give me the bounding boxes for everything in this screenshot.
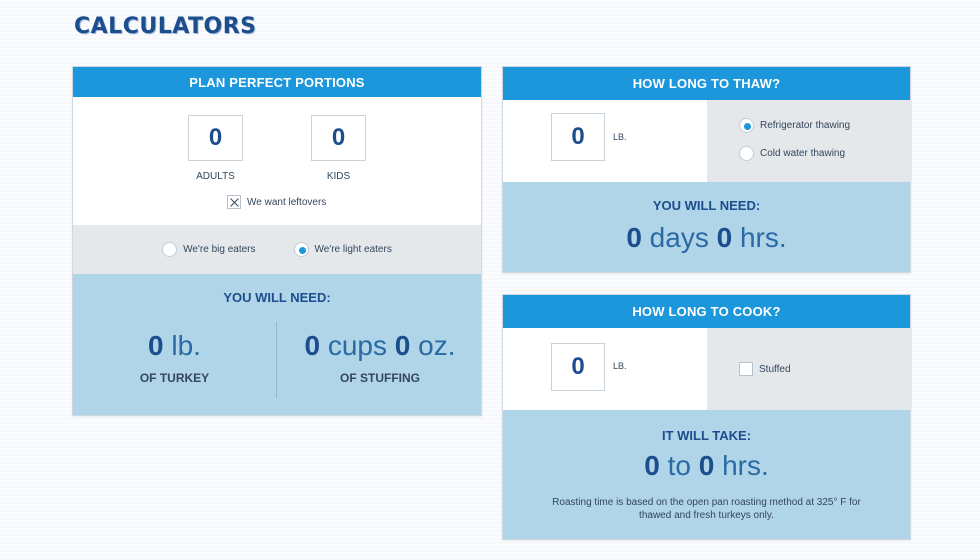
thaw-days-value: 0 xyxy=(626,222,642,253)
stuffing-label: OF STUFFING xyxy=(340,371,420,385)
leftovers-checkbox[interactable] xyxy=(227,195,241,209)
stuffed-checkbox[interactable] xyxy=(739,362,753,376)
stuffing-oz-value: 0 xyxy=(394,330,411,361)
turkey-result xyxy=(73,330,276,362)
turkey-label: OF TURKEY xyxy=(139,371,210,385)
cook-header: HOW LONG TO COOK? xyxy=(503,295,910,328)
portions-header: PLAN PERFECT PORTIONS xyxy=(73,67,481,97)
thaw-duration xyxy=(503,222,910,254)
turkey-unit: lb. xyxy=(163,330,201,361)
cook-card xyxy=(502,294,911,540)
cook-hrs-unit: hrs. xyxy=(714,450,769,481)
thaw-header: HOW LONG TO THAW? xyxy=(503,67,910,100)
portions-need-title: YOU WILL NEED: xyxy=(223,290,331,305)
cook-inputs xyxy=(503,328,910,410)
portions-result xyxy=(73,274,481,415)
cook-to-value: 0 xyxy=(698,450,715,481)
cook-take-title: IT WILL TAKE: xyxy=(661,428,752,443)
thaw-card xyxy=(502,66,911,273)
adults-input[interactable]: 0 xyxy=(188,115,243,161)
cook-weight-unit: LB. xyxy=(613,361,627,371)
refrigerator-radio[interactable] xyxy=(739,118,754,133)
thaw-inputs xyxy=(503,100,910,182)
light-eaters-radio[interactable] xyxy=(294,242,309,257)
stuffed-option[interactable] xyxy=(739,362,791,376)
refrigerator-option[interactable] xyxy=(739,118,850,133)
big-eaters-label: We're big eaters xyxy=(183,244,256,255)
thaw-hrs-unit: hrs. xyxy=(732,222,787,253)
big-eaters-radio[interactable] xyxy=(162,242,177,257)
thaw-weight-unit: LB. xyxy=(613,132,627,142)
cook-to-word: to xyxy=(659,450,699,481)
thaw-hrs-value: 0 xyxy=(716,222,733,253)
thaw-weight-area xyxy=(503,100,707,182)
kids-input[interactable]: 0 xyxy=(311,115,366,161)
cook-options-area xyxy=(707,328,912,410)
thaw-method-area xyxy=(707,100,912,182)
cold-water-label: Cold water thawing xyxy=(760,148,846,159)
eaters-options xyxy=(73,225,481,274)
thaw-weight-input[interactable]: 0 xyxy=(551,113,605,161)
stuffing-oz-unit: oz. xyxy=(410,330,456,361)
cold-water-option[interactable] xyxy=(739,146,845,161)
thaw-need-title: YOU WILL NEED: xyxy=(652,198,761,213)
refrigerator-label: Refrigerator thawing xyxy=(760,120,851,131)
cook-note-line2: thawed and fresh turkeys only. xyxy=(639,510,774,521)
cook-from-value: 0 xyxy=(644,450,660,481)
cook-note-line1: Roasting time is based on the open pan roasting method at 325° F for xyxy=(552,497,861,508)
cold-water-radio[interactable] xyxy=(739,146,754,161)
thaw-days-unit: days xyxy=(641,222,717,253)
cook-weight-area xyxy=(503,328,707,410)
leftovers-label: We want leftovers xyxy=(247,196,327,208)
light-eaters-option[interactable] xyxy=(294,242,392,257)
stuffing-result xyxy=(277,330,483,362)
cook-duration xyxy=(503,450,910,482)
big-eaters-option[interactable] xyxy=(162,242,255,257)
cook-note xyxy=(503,496,910,522)
light-eaters-label: We're light eaters xyxy=(314,244,392,255)
page-title: CALCULATORS xyxy=(74,14,257,39)
portions-inputs xyxy=(73,97,481,225)
cook-result xyxy=(503,410,910,539)
stuffing-cups-unit: cups xyxy=(320,330,395,361)
stuffed-label: Stuffed xyxy=(759,363,791,375)
leftovers-option[interactable] xyxy=(227,195,326,209)
portions-card xyxy=(72,66,482,416)
kids-label: KIDS xyxy=(326,171,351,182)
cook-weight-input[interactable]: 0 xyxy=(551,343,605,391)
thaw-result xyxy=(503,182,910,272)
adults-label: ADULTS xyxy=(196,171,235,182)
stuffing-cups-value: 0 xyxy=(304,330,321,361)
turkey-value: 0 xyxy=(148,330,164,361)
